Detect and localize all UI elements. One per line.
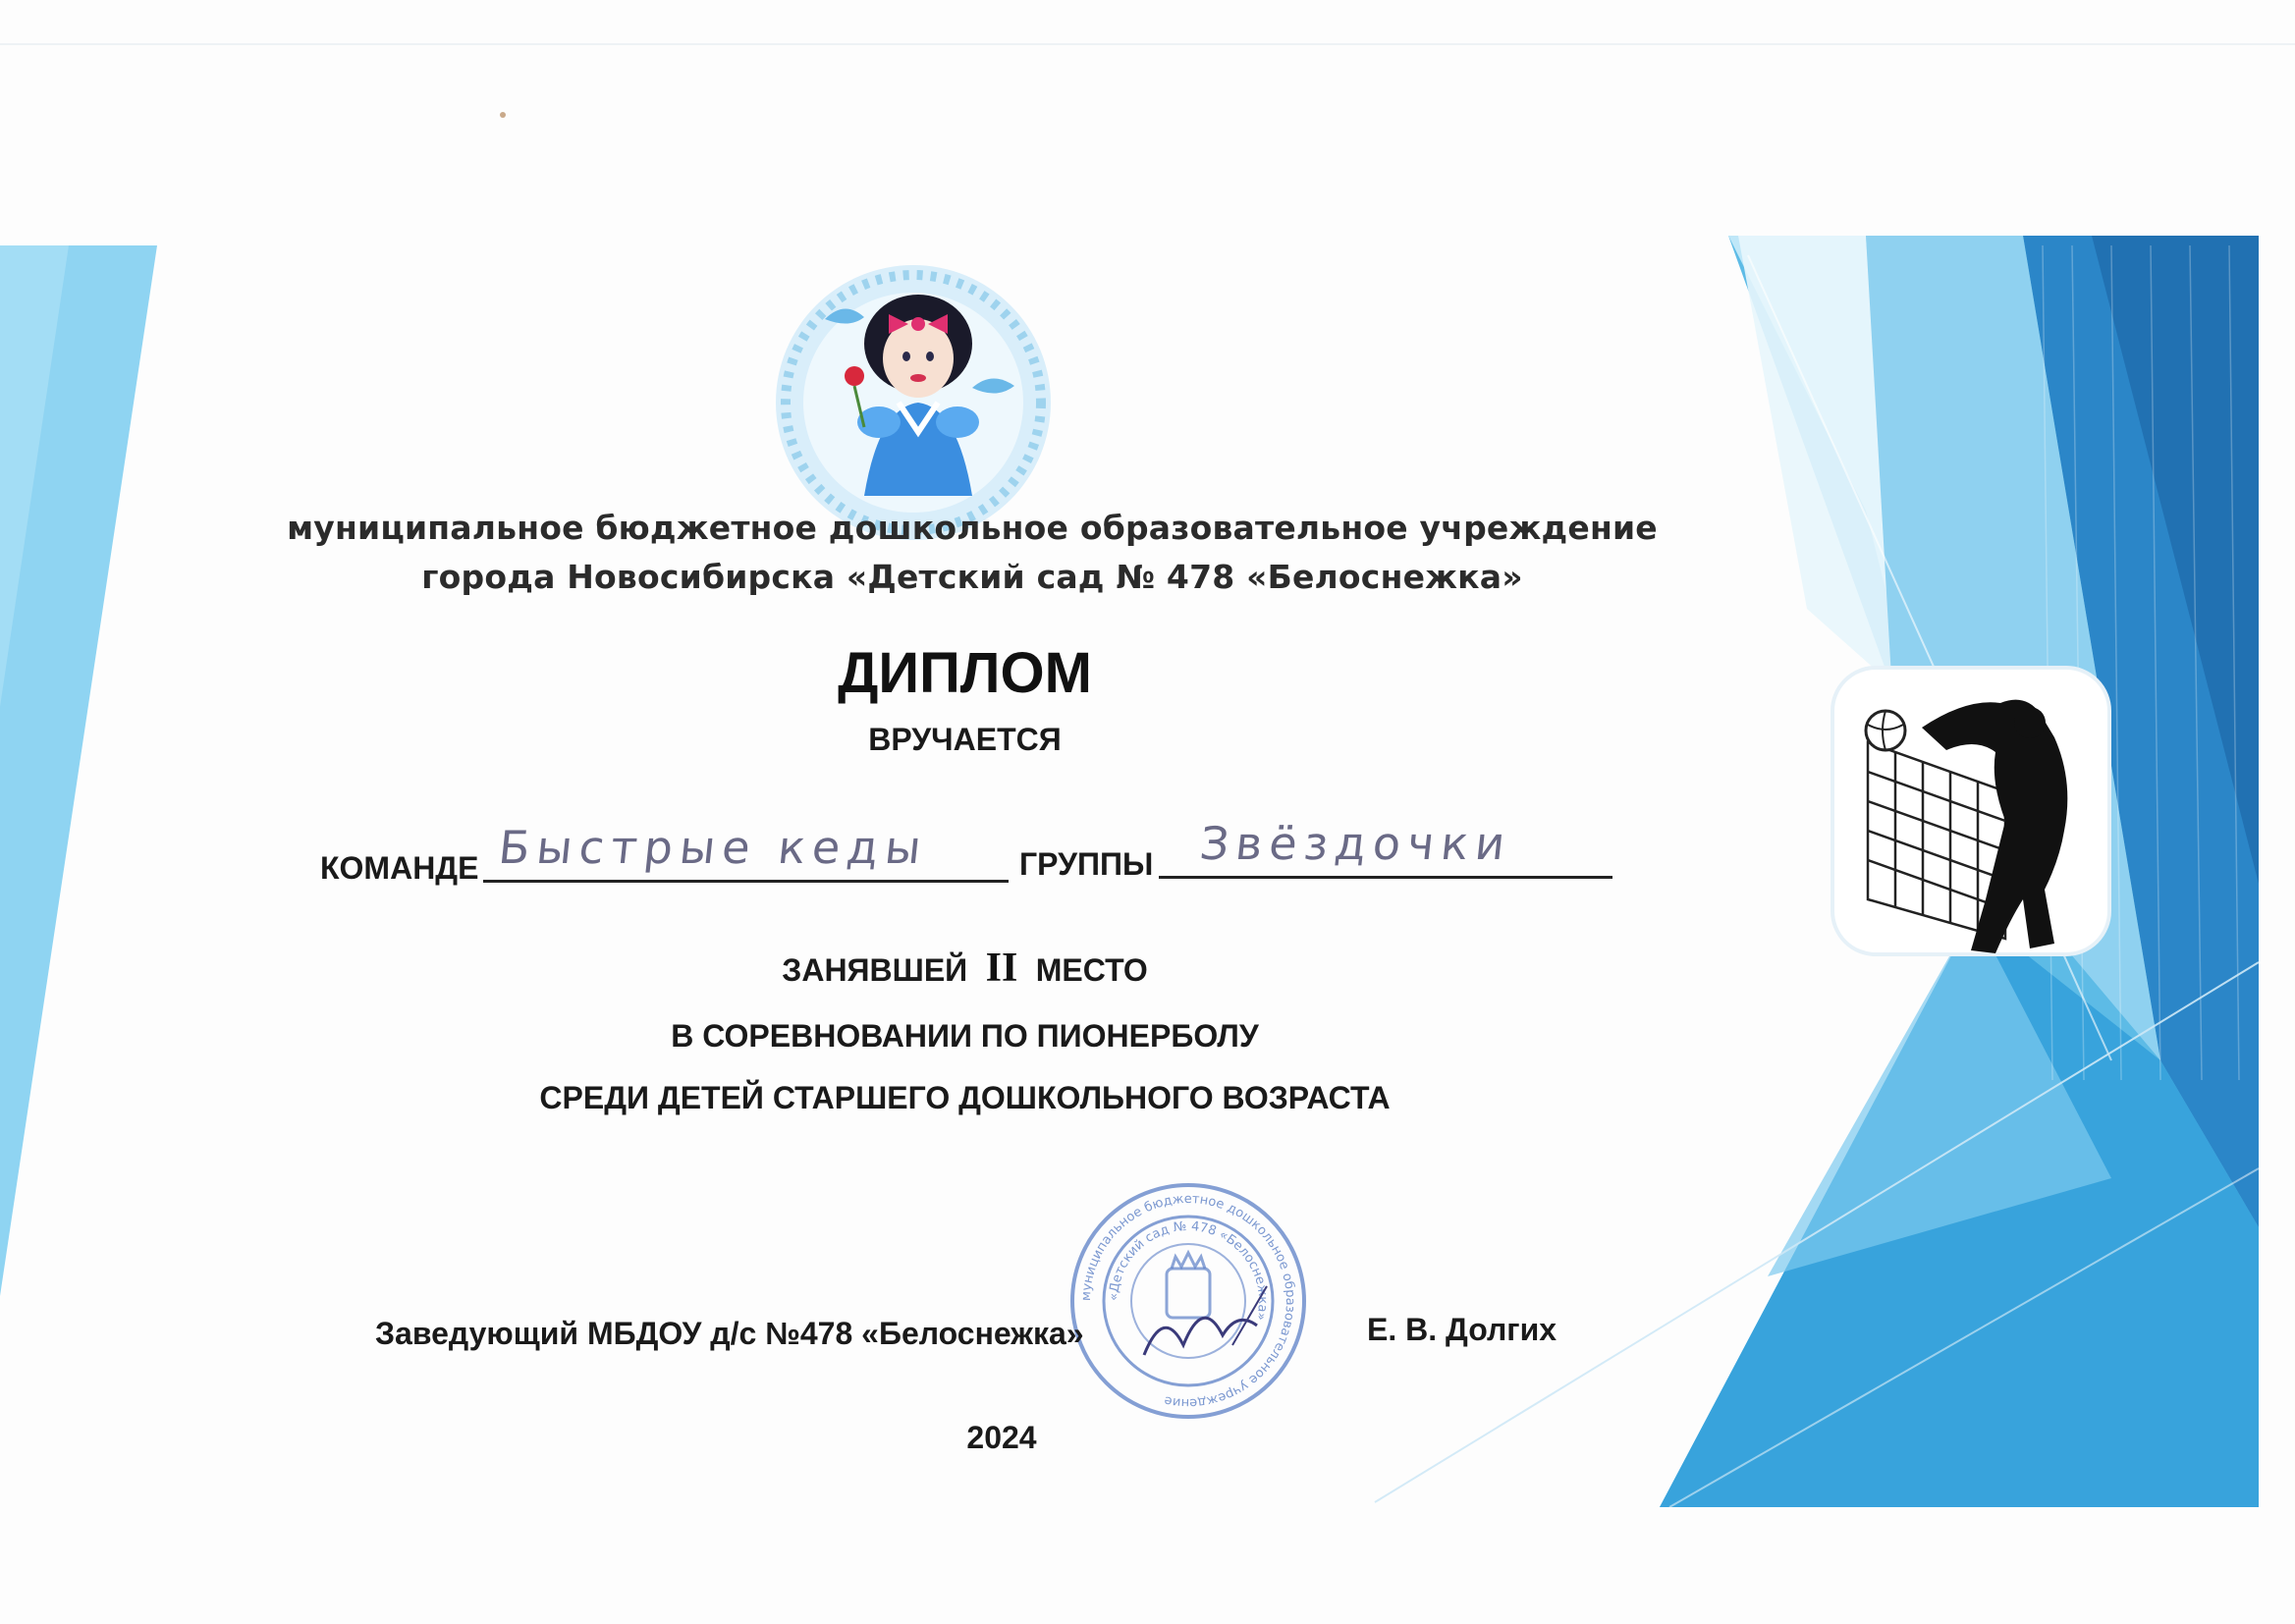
diploma-title: ДИПЛОМ — [838, 641, 1092, 705]
group-handwritten: Звёздочки — [1197, 817, 1515, 870]
stamp-outer-text: муниципальное бюджетное дошкольное образовательное учреждение — [1078, 1191, 1298, 1411]
signature-name: Е. В. Долгих — [1367, 1312, 1557, 1347]
place-prefix: ЗАНЯВШЕЙ — [782, 952, 968, 988]
stamp-inner-text: «Детский сад № 478 «Белоснежка» — [1106, 1218, 1271, 1323]
competition-line: В СОРЕВНОВАНИИ ПО ПИОНЕРБОЛУ — [671, 1018, 1259, 1054]
team-value — [496, 821, 931, 874]
princess-emblem — [771, 260, 1056, 545]
place-line — [295, 945, 1635, 992]
team-handwritten: Быстрые кеды — [496, 821, 931, 874]
place-value: II — [985, 946, 1018, 991]
place-suffix: МЕСТО — [1035, 952, 1148, 988]
group-value — [1197, 817, 1515, 870]
signature-position: Заведующий МБДОУ д/с №478 «Белоснежка» — [375, 1316, 1084, 1351]
group-label: ГРУППЫ — [1019, 846, 1154, 882]
diploma-subtitle: ВРУЧАЕТСЯ — [868, 722, 1062, 757]
diploma-year: 2024 — [966, 1420, 1037, 1455]
age-line: СРЕДИ ДЕТЕЙ СТАРШЕГО ДОШКОЛЬНОГО ВОЗРАСТА — [539, 1080, 1391, 1115]
team-label: КОМАНДЕ — [320, 850, 479, 886]
organization-line2: города Новосибирска «Детский сад № 478 «Белоснежка» — [421, 558, 1523, 596]
volleyball-player-icon — [1829, 664, 2113, 958]
organization-line1: муниципальное бюджетное дошкольное образовательное учреждение — [287, 509, 1658, 547]
official-stamp — [1066, 1178, 1311, 1424]
